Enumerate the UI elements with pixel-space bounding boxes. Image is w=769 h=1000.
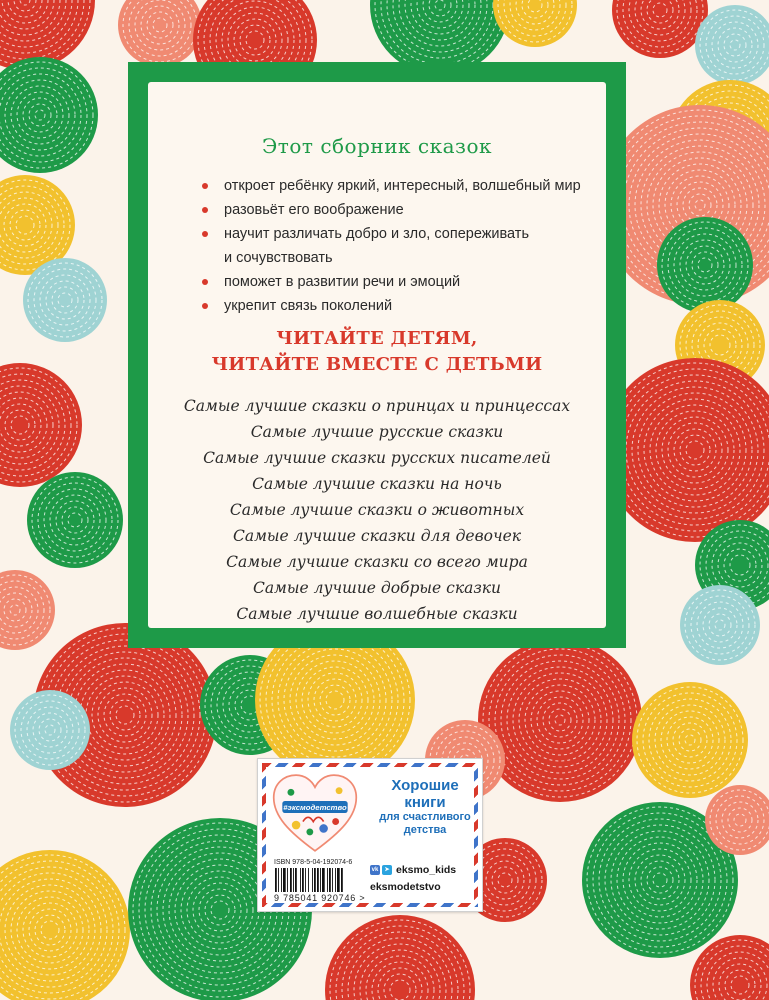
decorative-dot <box>603 358 769 542</box>
social-handle[interactable]: eksmo_kids <box>396 864 457 876</box>
decorative-dot <box>478 638 642 802</box>
feature-item: научит различать добро и зло, сопереживать <box>202 222 581 246</box>
barcode-bar <box>335 868 336 892</box>
series-title-list <box>148 393 606 627</box>
barcode-bar <box>312 868 313 892</box>
barcode-bar <box>290 868 292 892</box>
series-heading-line-2: ЧИТАЙТЕ ВМЕСТЕ С ДЕТЬМИ <box>211 354 543 375</box>
decorative-dot <box>680 585 760 665</box>
telegram-icon: ➤ <box>382 865 392 875</box>
series-title: Самые лучшие добрые сказки <box>252 579 502 597</box>
feature-item: откроет ребёнку яркий, интересный, волшебный мир <box>202 174 581 198</box>
decorative-dot <box>0 363 82 487</box>
series-title: Самые лучшие сказки о принцах и принцессах <box>183 397 571 415</box>
feature-item: поможет в развитии речи и эмоций <box>202 270 581 294</box>
series-title: Самые лучшие сказки со всего мира <box>226 553 528 571</box>
barcode-bar <box>308 868 309 892</box>
barcode-bar <box>332 868 333 892</box>
slogan-line: Хорошие <box>391 777 459 794</box>
series-title: Самые лучшие сказки для девочек <box>232 527 522 545</box>
barcode-bar <box>320 868 321 892</box>
slogan-line: книги <box>404 794 446 811</box>
feature-item: укрепит связь поколений <box>202 294 581 318</box>
slogan <box>370 777 480 837</box>
series-heading-line-1: ЧИТАЙТЕ ДЕТЯМ, <box>276 328 478 349</box>
decorative-dot <box>325 915 475 1000</box>
barcode-bar <box>283 868 286 892</box>
barcode-bar <box>327 868 328 892</box>
barcode-bar <box>317 868 319 892</box>
decorative-dot <box>0 570 55 650</box>
slogan-line: для счастливого <box>379 811 471 823</box>
decorative-dot <box>118 0 202 67</box>
panel-title: Этот сборник сказок <box>261 134 492 158</box>
slogan-line: детства <box>403 824 447 836</box>
sticker-content <box>266 767 474 903</box>
series-title: Самые лучшие русские сказки <box>250 423 504 441</box>
barcode-bar <box>287 868 288 892</box>
decorative-dot <box>657 217 753 313</box>
social-links <box>370 863 456 893</box>
decorative-dot <box>612 0 708 58</box>
barcode-bar <box>278 868 279 892</box>
isbn-text: ISBN 978-5-04-192074-6 <box>274 859 353 866</box>
decorative-dot <box>632 682 748 798</box>
barcode-bar <box>341 868 343 892</box>
barcode-bar <box>275 868 277 892</box>
decorative-dot <box>23 258 107 342</box>
series-title: Самые лучшие сказки о животных <box>229 501 525 519</box>
series-title: Самые лучшие сказки на ночь <box>252 475 502 493</box>
barcode-bar <box>293 868 294 892</box>
feature-item: разовьёт его воображение <box>202 198 581 222</box>
barcode-bar <box>300 868 301 892</box>
barcode-bar <box>322 868 325 892</box>
social-row <box>370 863 456 877</box>
barcode-sticker <box>257 758 483 912</box>
decorative-dot <box>0 57 98 173</box>
social-handle[interactable]: eksmodetstvo <box>370 881 441 893</box>
series-title: Самые лучшие сказки русских писателей <box>203 449 551 467</box>
barcode-bar <box>281 868 282 892</box>
decorative-dot <box>27 472 123 568</box>
barcode <box>274 868 366 892</box>
barcode-bar <box>329 868 331 892</box>
barcode-bar <box>305 868 306 892</box>
decorative-dot <box>10 690 90 770</box>
barcode-bar <box>314 868 316 892</box>
heart-label: #эксмодетство <box>283 802 347 812</box>
barcode-bar <box>302 868 304 892</box>
feature-list <box>202 174 581 318</box>
heart-logo-icon <box>272 771 358 855</box>
decorative-dot <box>493 0 577 47</box>
barcode-bar <box>337 868 340 892</box>
feature-item-continuation: и сочувствовать <box>224 250 333 266</box>
vk-icon: vk <box>371 867 379 873</box>
decorative-dot <box>0 850 130 1000</box>
barcode-bar <box>295 868 297 892</box>
series-title: Самые лучшие волшебные сказки <box>236 605 518 623</box>
barcode-number: 9 785041 920746 > <box>274 893 366 903</box>
info-panel <box>128 62 626 648</box>
info-panel-inner <box>148 82 606 628</box>
